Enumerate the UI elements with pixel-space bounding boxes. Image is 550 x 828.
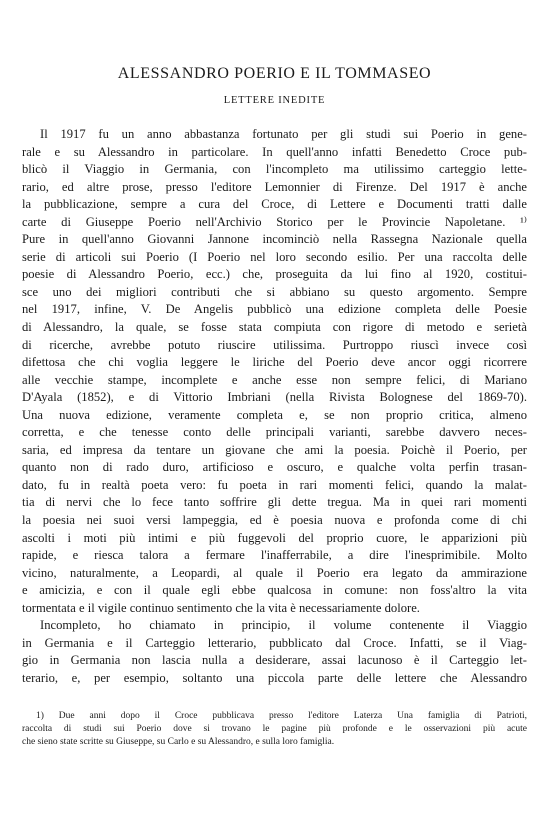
body-line: serie di articoli sui Poerio (I Poerio nel loro secondo esilio. Per una raccolta delle [22,249,527,264]
body-line: sce uno dei migliori contributi che si abbiano su questo argomento. Sempre [22,284,527,299]
body-line: Una nuova edizione, veramente completa e, se non proprio critica, almeno [22,407,527,422]
body-line: corretta, e che tenesse conto delle principali varianti, sarebbe davvero neces- [22,425,527,440]
body-line: rapide, e riesca talora a fermare l'inafferrabile, a dire l'inesprimibile. Molto [22,548,527,563]
body-line: gio in Germania non lascia nulla a desiderare, assai lacunoso è il Carteggio let- [22,653,527,668]
body-line: D'Ayala (1852), e di Vittorio Imbriani (nella Rivista Bolognese del 1869-70). [22,390,527,405]
body-line: carte di Giuseppe Poerio nell'Archivio Storico per le Provincie Napoletane. ¹⁾ [22,214,527,229]
body-line: Pure in quell'anno Giovanni Jannone incominciò nella Rassegna Nazionale quella [22,232,527,247]
footnote-line: raccolta di studi sui Poerio dove si trovano le pagine più profonde e le osservazioni più acute [22,724,527,734]
footnote [22,710,527,749]
body-line: in Germania e il Carteggio letterario, pubblicato dal Croce. Infatti, se il Viag- [22,635,527,650]
body-line: Incompleto, ho chiamato in principio, il volume contenente il Viaggio [40,618,527,633]
body-line: di ricerche, avrebbe potuto riuscire utilissima. Purtroppo riuscì invece così [22,337,527,352]
body-line: la pubblicazione, sempre a cura del Croce, di Lettere e Documenti tratti dalle [22,197,527,212]
body-line: la poesia nei suoi versi lampeggia, ed è poesia nuova e profonda come di chi [22,513,527,528]
body-text [22,126,527,688]
body-line: rale e su Alessandro in particolare. In quell'anno infatti Benedetto Croce pub- [22,144,527,159]
body-line: ascolti i moti più intimi e più fuggevoli del proprio cuore, le apparizioni più [22,530,527,545]
body-line: alle vecchie stampe, incomplete e anche esse non sempre felici, di Mariano [22,372,527,387]
body-line: saria, ed impresa da tentare un giovane che ami la poesia. Poichè il Poerio, per [22,442,527,457]
body-line: difettosa che chi voglia leggere le liriche del Poerio deve ancor oggi ricorrere [22,355,527,370]
body-line: tia di nervi che lo fece tanto soffrire gli dette tregua. Ma in quei rari momenti [22,495,527,510]
body-line: di Alessandro, la quale, se fosse stata compiuta con rigore di metodo e serietà [22,320,527,335]
footnote-line: che sieno state scritte su Giuseppe, su Carlo e su Alessandro, e sulla loro famiglia. [22,737,335,747]
body-line: nel 1917, infine, V. De Angelis pubblicò una edizione completa delle Poesie [22,302,527,317]
article-subtitle: LETTERE INEDITE [223,95,326,106]
body-line: rario, ed altre prose, presso l'editore Lemonnier di Firenze. Del 1917 è anche [22,179,527,194]
article-title: ALESSANDRO POERIO E IL TOMMASEO [117,65,432,82]
body-line: blicò il Viaggio in Germania, con l'incompleto ma utilissimo carteggio lette- [22,162,527,177]
body-line: poesie di Alessandro Poerio, ecc.) che, proseguita da lui fino al 1920, costitui- [22,267,527,282]
page [22,64,527,688]
body-line: quanto non di rado duro, artificioso e oscuro, e qualche volta perfin trasan- [22,460,527,475]
body-line: Il 1917 fu un anno abbastanza fortunato per gli studi sui Poerio in gene- [40,127,527,141]
body-line: vicino, naturalmente, a Leopardi, al quale il Poerio era legato da ammirazione [22,565,527,580]
body-line: e amicizia, e con il quale egli ebbe qualcosa in comune: non foss'altro la vita [22,583,527,598]
body-line: terario, e, per esempio, soltanto una piccola parte delle lettere che Alessandro [22,670,527,685]
body-line: tormentata e il vigile continuo sentimento che la vita è necessariamente dolore. [22,600,420,615]
footnote-line: 1) Due anni dopo il Croce pubblicava presso l'editore Laterza Una famiglia di Patrioti, [36,711,527,721]
body-line: dato, fu in realtà poeta vero: fu poeta in rari momenti felici, quando la malat- [22,477,527,492]
